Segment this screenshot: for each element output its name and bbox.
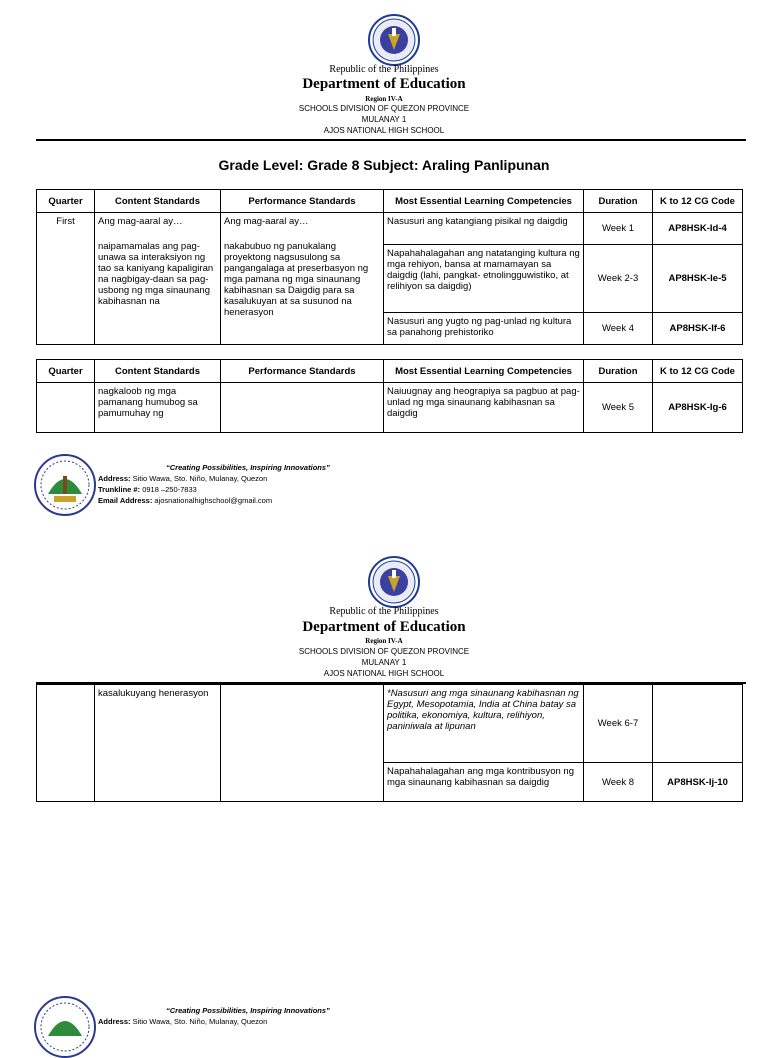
competency-cell: *Nasusuri ang mga sinaunang kabihasnan ng Egypt, Mesopotamia, India at China batay sa politika, ekonomiya, kultura, relihiyon, paniniwala at lipunan bbox=[384, 685, 584, 763]
duration-cell: Week 6-7 bbox=[584, 685, 653, 763]
table-row bbox=[37, 213, 743, 245]
header-divider bbox=[36, 139, 746, 141]
table-row bbox=[37, 383, 743, 433]
col-quarter: Quarter bbox=[37, 360, 95, 383]
curriculum-table-1 bbox=[36, 189, 743, 345]
footer-trunkline bbox=[98, 485, 330, 496]
code-cell bbox=[653, 685, 743, 763]
deped-seal-icon bbox=[368, 556, 420, 608]
school-logo-icon bbox=[34, 454, 96, 516]
competency-cell: Napahahalagahan ang mga kontribusyon ng mga sinaunang kabihasnan sa daigdig bbox=[384, 763, 584, 802]
col-competencies: Most Essential Learning Competencies bbox=[384, 360, 584, 383]
col-duration: Duration bbox=[584, 360, 653, 383]
col-quarter: Quarter bbox=[37, 190, 95, 213]
code-cell: AP8HSK-If-6 bbox=[653, 313, 743, 345]
school-line: AJOS NATIONAL HIGH SCHOOL bbox=[323, 126, 445, 135]
address-label: Address: bbox=[98, 473, 131, 483]
department-title: Department of Education bbox=[302, 619, 466, 635]
quarter-cell: First bbox=[37, 213, 95, 345]
performance-body: nakabubuo ng panukalang proyektong nagsusulong sa pangangalaga at preserbasyon ng mga pamana ng mga sinaunang kabihasnan sa Daigdig para sa kasalukuyan at sa susunod na henerasyon bbox=[224, 241, 369, 318]
district-line: MULANAY 1 bbox=[361, 658, 407, 667]
performance-standards-cell bbox=[221, 685, 384, 802]
footer-block bbox=[98, 1006, 330, 1028]
footer-tagline: “Creating Possibilities, Inspiring Innovations” bbox=[166, 1006, 330, 1015]
republic-line: Republic of the Philippines bbox=[329, 64, 439, 75]
code-cell: AP8HSK-Ie-5 bbox=[653, 245, 743, 313]
col-performance-standards: Performance Standards bbox=[221, 360, 384, 383]
footer-address bbox=[98, 1017, 330, 1028]
competency-cell: Napahahalagahan ang natatanging kultura ng mga rehiyon, bansa at mamamayan sa daigdig (lahi, pangkat- etnolingguwistiko, at relihiyon sa daigdig) bbox=[384, 245, 584, 313]
table-header-row bbox=[37, 360, 743, 383]
quarter-cell bbox=[37, 383, 95, 433]
district-line: MULANAY 1 bbox=[361, 115, 407, 124]
duration-cell: Week 2-3 bbox=[584, 245, 653, 313]
competency-cell: Nasusuri ang katangiang pisikal ng daigdig bbox=[384, 213, 584, 245]
col-content-standards: Content Standards bbox=[95, 360, 221, 383]
division-line: SCHOOLS DIVISION OF QUEZON PROVINCE bbox=[298, 647, 470, 656]
competency-cell: Nasusuri ang yugto ng pag-unlad ng kultura sa panahong prehistoriko bbox=[384, 313, 584, 345]
code-cell: AP8HSK-Id-4 bbox=[653, 213, 743, 245]
col-content-standards: Content Standards bbox=[95, 190, 221, 213]
republic-line: Republic of the Philippines bbox=[329, 606, 439, 617]
content-standards-cell bbox=[95, 213, 221, 345]
content-body: naipamamalas ang pag-unawa sa interaksiyon ng tao sa kaniyang kapaligiran na nagbigay-daan sa pag-usbong ng mga sinaunang kabihasnan na bbox=[98, 241, 214, 307]
footer-email bbox=[98, 496, 330, 507]
school-logo-icon bbox=[34, 996, 96, 1058]
page-title: Grade Level: Grade 8 Subject: Araling Panlipunan bbox=[218, 157, 550, 173]
col-cg-code: K to 12 CG Code bbox=[653, 190, 743, 213]
curriculum-table-2 bbox=[36, 359, 743, 433]
trunkline-label: Trunkline #: bbox=[98, 484, 141, 494]
competency-cell: Naiuugnay ang heograpiya sa pagbuo at pag-unlad ng mga sinaunang kabihasnan sa daigdig bbox=[384, 383, 584, 433]
duration-cell: Week 4 bbox=[584, 313, 653, 345]
division-line: SCHOOLS DIVISION OF QUEZON PROVINCE bbox=[298, 104, 470, 113]
address-value: Sitio Wawa, Sto. Niño, Mulanay, Quezon bbox=[132, 1016, 268, 1026]
code-cell: AP8HSK-Ij-10 bbox=[653, 763, 743, 802]
content-standards-cell: nagkaloob ng mga pamanang humubog sa pamumuhay ng bbox=[95, 383, 221, 433]
col-duration: Duration bbox=[584, 190, 653, 213]
address-label: Address: bbox=[98, 1016, 131, 1026]
content-standards-cell: kasalukuyang henerasyon bbox=[95, 685, 221, 802]
table-row bbox=[37, 685, 743, 763]
department-title: Department of Education bbox=[302, 76, 466, 92]
region-line: Region IV-A bbox=[365, 95, 403, 103]
duration-cell: Week 8 bbox=[584, 763, 653, 802]
code-cell: AP8HSK-Ig-6 bbox=[653, 383, 743, 433]
curriculum-table-3 bbox=[36, 684, 743, 802]
region-line: Region IV-A bbox=[365, 637, 403, 645]
footer-address bbox=[98, 474, 330, 485]
footer-tagline: “Creating Possibilities, Inspiring Innovations” bbox=[166, 463, 330, 472]
col-competencies: Most Essential Learning Competencies bbox=[384, 190, 584, 213]
content-intro: Ang mag-aaral ay… bbox=[98, 216, 183, 227]
table-header-row bbox=[37, 190, 743, 213]
performance-intro: Ang mag-aaral ay… bbox=[224, 216, 309, 227]
quarter-cell bbox=[37, 685, 95, 802]
performance-standards-cell bbox=[221, 383, 384, 433]
footer-block bbox=[98, 463, 330, 507]
duration-cell: Week 5 bbox=[584, 383, 653, 433]
address-value: Sitio Wawa, Sto. Niño, Mulanay, Quezon bbox=[132, 473, 268, 483]
deped-seal-icon bbox=[368, 14, 420, 66]
performance-standards-cell bbox=[221, 213, 384, 345]
duration-cell: Week 1 bbox=[584, 213, 653, 245]
col-cg-code: K to 12 CG Code bbox=[653, 360, 743, 383]
school-line: AJOS NATIONAL HIGH SCHOOL bbox=[323, 669, 445, 678]
email-label: Email Address: bbox=[98, 495, 153, 505]
trunkline-value: 0918 –250-7833 bbox=[142, 484, 197, 494]
col-performance-standards: Performance Standards bbox=[221, 190, 384, 213]
email-value: ajosnationalhighschool@gmail.com bbox=[154, 495, 273, 505]
